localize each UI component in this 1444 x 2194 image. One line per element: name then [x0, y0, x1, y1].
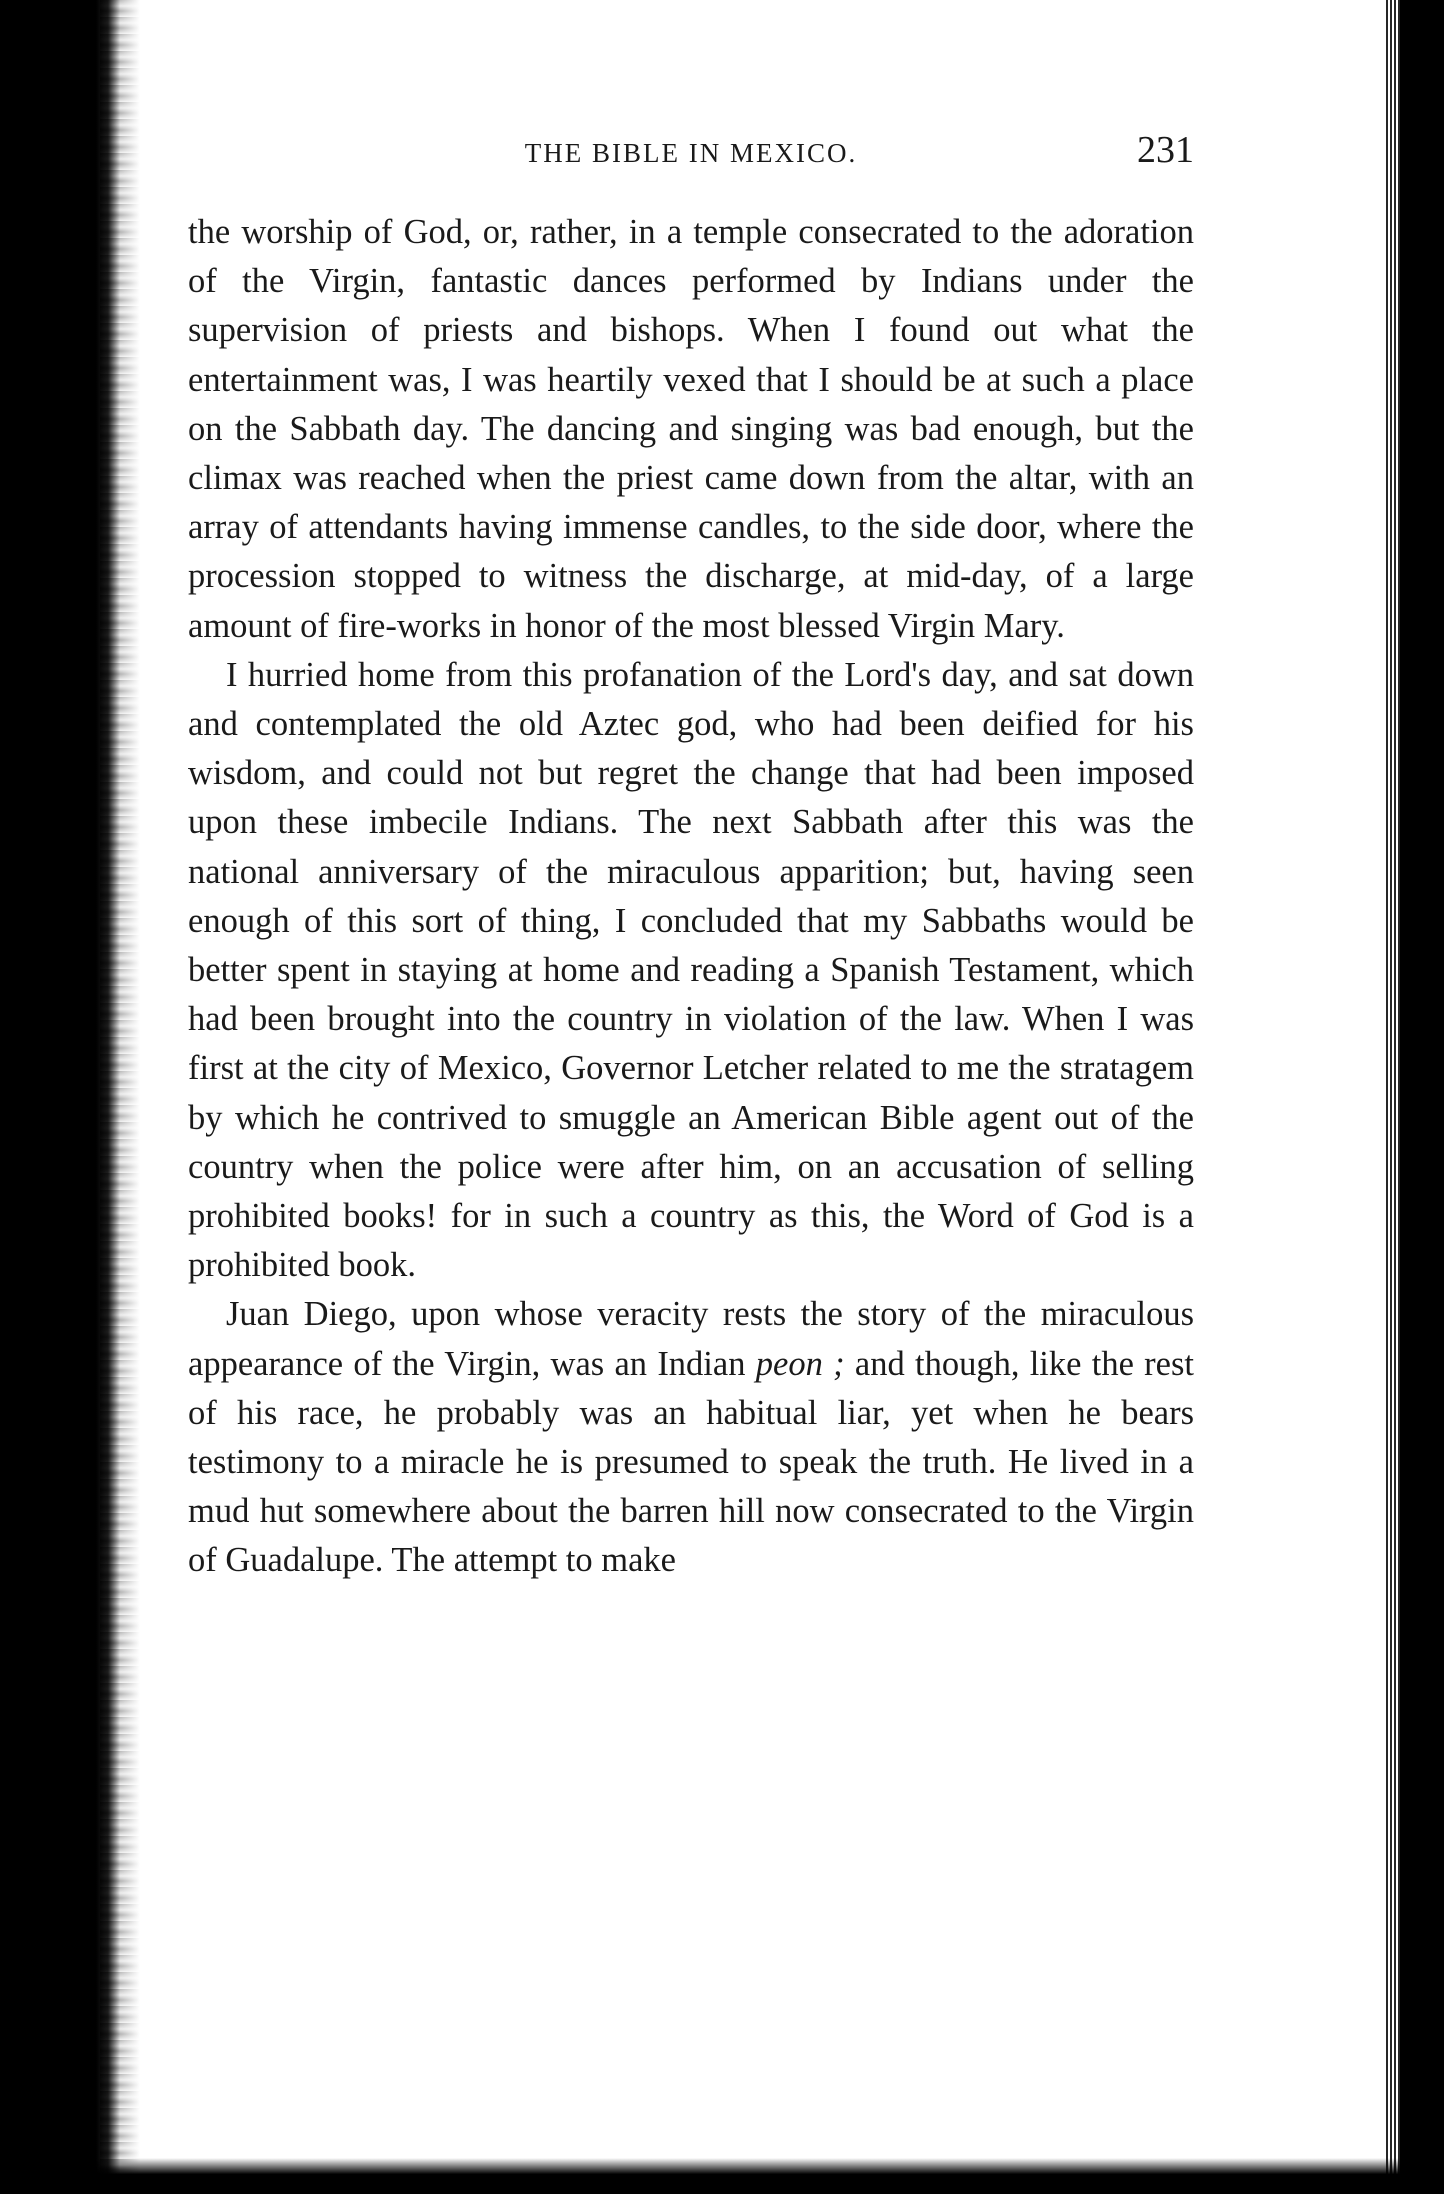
book-page: [188, 128, 1194, 1586]
page-number: 231: [1137, 129, 1194, 171]
running-head: [188, 128, 1194, 186]
scan-border-left-fray: [100, 0, 140, 2194]
paragraph-3-italic-word: peon ;: [755, 1344, 845, 1383]
paragraph-2: I hurried home from this profanation of the Lord's day, and sat down and contemplated the old Aztec god, who had been deified for his wisdom, and could not but regret the change that had been imposed upon these imbecile Indians. The next Sabbath after this was the national anniversary of the miraculous apparition; but, having seen enough of this sort of thing, I concluded that my Sabbaths would be better spent in staying at home and reading a Spanish Testament, which had been brought into the country in violation of the law. When I was first at the city of Mexico, Governor Letcher related to me the stratagem by which he contrived to smuggle an American Bible agent out of the country when the police were after him, on an accusation of selling prohibited books! for in such a country as this, the Word of God is a prohibited book.: [188, 655, 1194, 1285]
paragraph-3-text-before: Juan Diego, upon whose veracity rests the story of the miraculous appearance of the Virgin, was an Indian: [188, 1295, 1194, 1383]
running-title: THE BIBLE IN MEXICO.: [524, 138, 858, 168]
paragraph-3: [188, 1290, 1194, 1585]
paragraph-1: the worship of God, or, rather, in a temple consecrated to the adoration of the Virgin, fantastic dances performed by Indians under the supervision of priests and bishops. When I found out what the entertainment was, I was heartily vexed that I should be at such a place on the Sabbath day. The dancing and singing was bad enough, but the climax was reached when the priest came down from the altar, with an array of attendants having immense candles, to the side door, where the procession stopped to witness the discharge, at mid-day, of a large amount of fire-works in honor of the most blessed Virgin Mary.: [188, 213, 1194, 645]
scan-border-right: [1400, 0, 1444, 2194]
scan-border-bottom: [0, 2158, 1444, 2194]
scan-border-right-stripe: [1386, 0, 1400, 2194]
body-text: [188, 208, 1194, 1586]
paragraph-3-text-after: and though, like the rest of his race, he probably was an habitual liar, yet when he bears testimony to a miracle he is presumed to speak the truth. He lived in a mud hut somewhere about the barren hill now consecrated to the Virgin of Guadalupe. The attempt to make: [188, 1344, 1194, 1580]
